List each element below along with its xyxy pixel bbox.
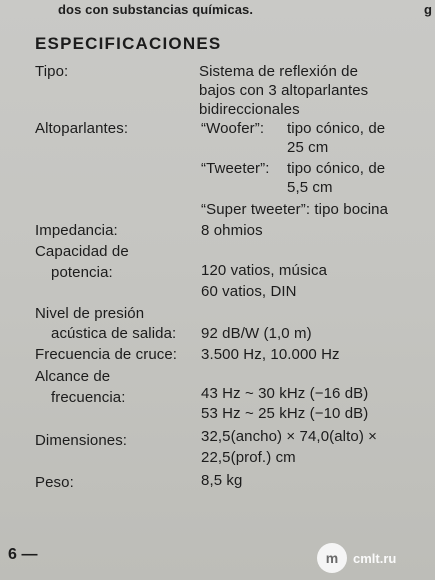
spec-value-capacidad-line1: 120 vatios, música — [201, 262, 328, 279]
spec-value-nivel: 92 dB/W (1,0 m) — [201, 325, 312, 342]
spec-value-alcance-line1: 43 Hz ~ 30 kHz (−16 dB) — [201, 385, 369, 402]
woofer-value-line2: 25 cm — [287, 139, 329, 156]
tweeter-name: “Tweeter”: — [201, 160, 270, 177]
spec-label-altoparlantes: Altoparlantes: — [35, 120, 129, 137]
spec-label-nivel-line2: acústica de salida: — [51, 325, 177, 342]
page-number: 6 — — [8, 546, 38, 563]
super-tweeter-line: “Super tweeter”: tipo bocina — [201, 201, 389, 218]
spec-label-alcance-line2: frecuencia: — [51, 389, 126, 406]
tweeter-value-line2: 5,5 cm — [287, 179, 333, 196]
spec-value-tipo-line1: Sistema de reflexión de — [199, 63, 359, 80]
spec-label-capacidad-line2: potencia: — [51, 264, 113, 281]
spec-label-impedancia: Impedancia: — [35, 222, 118, 239]
spec-value-capacidad-line2: 60 vatios, DIN — [201, 283, 297, 300]
spec-label-tipo: Tipo: — [35, 63, 69, 80]
watermark — [317, 536, 435, 580]
watermark-logo-icon: m — [317, 543, 347, 573]
spec-value-tipo-line3: bidireccionales — [199, 101, 300, 118]
spec-value-dimensiones-line1: 32,5(ancho) × 74,0(alto) × — [201, 428, 378, 445]
spec-label-frecuencia-cruce: Frecuencia de cruce: — [35, 346, 178, 363]
spec-label-alcance-line1: Alcance de — [35, 368, 111, 385]
top-line-text: dos con substancias químicas. — [58, 2, 254, 17]
spec-value-dimensiones-line2: 22,5(prof.) cm — [201, 449, 296, 466]
spec-value-tipo-line2: bajos con 3 altoparlantes — [199, 82, 369, 99]
spec-label-capacidad-line1: Capacidad de — [35, 243, 129, 260]
woofer-name: “Woofer”: — [201, 120, 265, 137]
spec-label-peso: Peso: — [35, 474, 74, 491]
top-line-right-fragment: g — [424, 2, 433, 17]
watermark-text: cmlt.ru — [353, 550, 397, 566]
spec-value-impedancia: 8 ohmios — [201, 222, 263, 239]
spec-label-dimensiones: Dimensiones: — [35, 432, 128, 449]
section-heading: ESPECIFICACIONES — [35, 34, 222, 53]
spec-label-nivel-line1: Nivel de presión — [35, 305, 145, 322]
spec-value-peso: 8,5 kg — [201, 472, 243, 489]
tweeter-value-line1: tipo cónico, de — [287, 160, 386, 177]
woofer-value-line1: tipo cónico, de — [287, 120, 386, 137]
spec-value-alcance-line2: 53 Hz ~ 25 kHz (−10 dB) — [201, 405, 369, 422]
spec-value-frecuencia-cruce: 3.500 Hz, 10.000 Hz — [201, 346, 340, 363]
